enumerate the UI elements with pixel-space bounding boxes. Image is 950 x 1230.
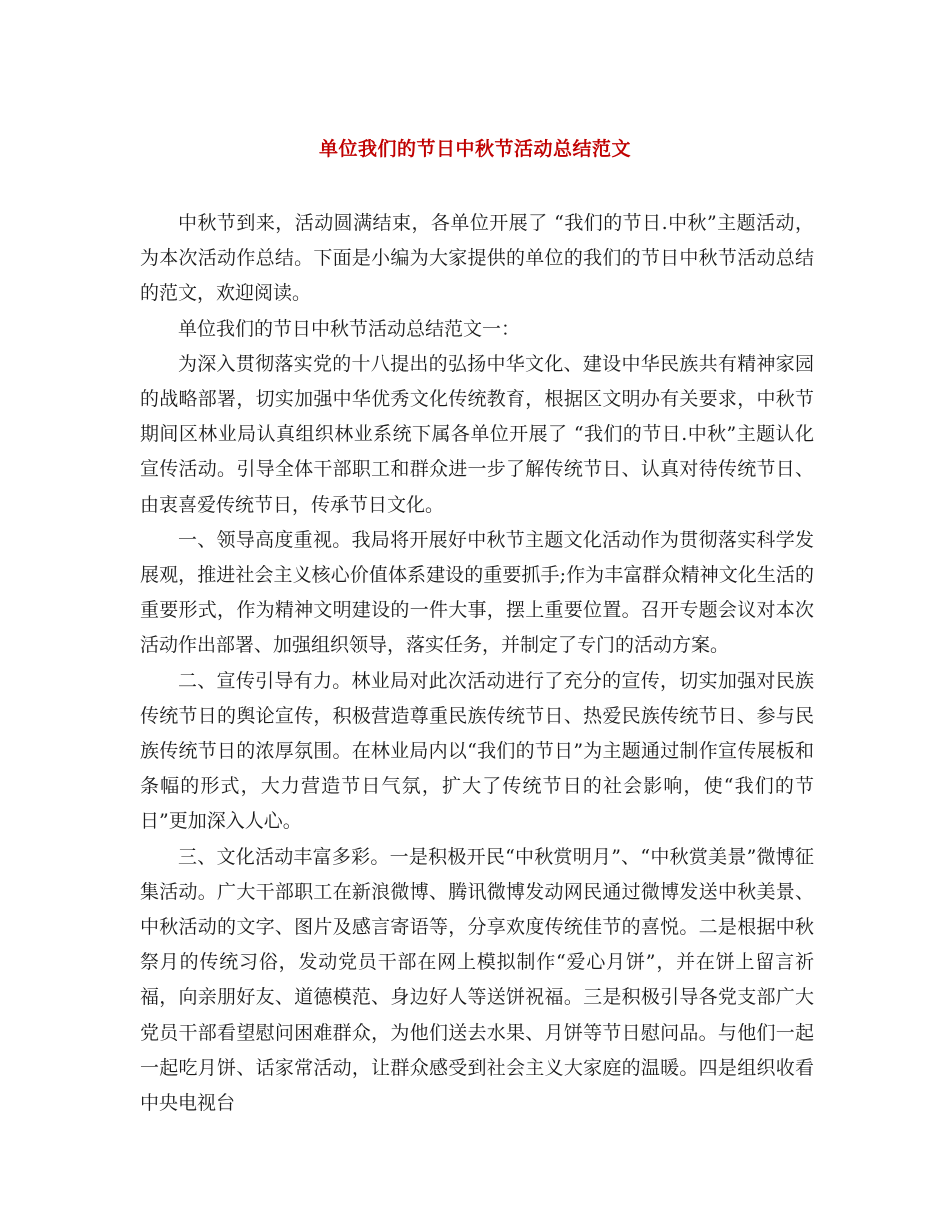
paragraph-point-two: 二、宣传引导有力。林业局对此次活动进行了充分的宣传，切实加强对民族传统节日的舆论宣传，积极营造尊重民族传统节日、热爱民族传统节日、参与民族传统节日的浓厚氛围。在林业局内以“我们的节日”为主题通过制作宣传展板和条幅的形式，大力营造节日气氛，扩大了传统节日的社会影响，使“我们的节日”更加深入人心。 xyxy=(140,669,814,833)
paragraph-intro: 中秋节到来，活动圆满结束，各单位开展了 “我们的节日.中秋”主题活动，为本次活动作总结。下面是小编为大家提供的单位的我们的节日中秋节活动总结的范文，欢迎阅读。 xyxy=(140,212,814,305)
paragraph-section-heading: 单位我们的节日中秋节活动总结范文一： xyxy=(178,317,521,340)
paragraph-point-one: 一、领导高度重视。我局将开展好中秋节主题文化活动作为贯彻落实科学发展观，推进社会主义核心价值体系建设的重要抓手;作为丰富群众精神文化生活的重要形式，作为精神文明建设的一件大事，摆上重要位置。召开专题会议对本次活动作出部署、加强组织领导，落实任务，并制定了专门的活动方案。 xyxy=(140,528,814,657)
paragraph-background: 为深入贯彻落实党的十八提出的弘扬中华文化、建设中华民族共有精神家园的战略部署，切实加强中华优秀文化传统教育，根据区文明办有关要求，中秋节期间区林业局认真组织林业系统下属各单位开展了 “我们的节日.中秋”主题认化宣传活动。引导全体干部职工和群众进一步了解传统节日、认真对待传统节日、由衷喜爱传统节日，传承节日文化。 xyxy=(140,352,814,516)
document-title: 单位我们的节日中秋节活动总结范文 xyxy=(318,138,631,160)
paragraph-point-three: 三、文化活动丰富多彩。一是积极开民“中秋赏明月”、“中秋赏美景”微博征集活动。广大干部职工在新浪微博、腾讯微博发动网民通过微博发送中秋美景、中秋活动的文字、图片及感言寄语等，分享欢度传统佳节的喜悦。二是根据中秋祭月的传统习俗，发动党员干部在网上模拟制作“爱心月饼”，并在饼上留言祈福，向亲朋好友、道德模范、身边好人等送饼祝福。三是积极引导各党支部广大党员干部看望慰问困难群众，为他们送去水果、月饼等节日慰问品。与他们一起一起吃月饼、话家常活动，让群众感受到社会主义大家庭的温暖。四是组织收看中央电视台 xyxy=(140,845,814,1115)
document-body xyxy=(140,206,814,1121)
